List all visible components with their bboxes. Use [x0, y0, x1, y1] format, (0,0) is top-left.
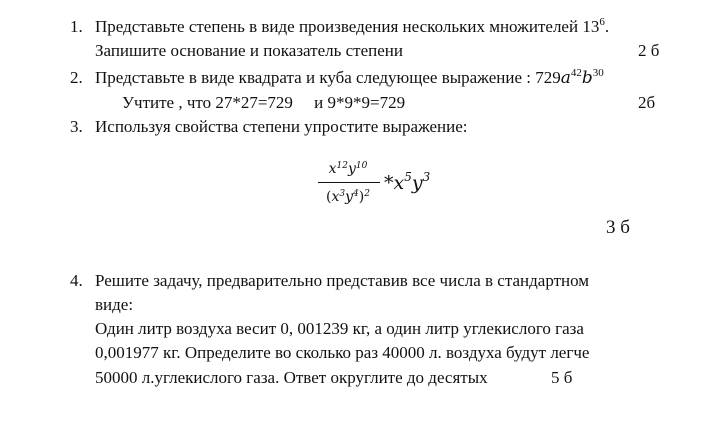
q2-number: 2.: [70, 68, 83, 87]
q2-line1-text: Представьте в виде квадрата и куба следующее выражение : 729: [95, 68, 561, 87]
fraction-numerator: $x^{12}y^{10}$: [328, 161, 368, 177]
q4-line2: виде:: [95, 295, 134, 314]
q2-exp-a: 42: [570, 67, 582, 79]
q3-points: 3 б: [606, 217, 630, 238]
q3-line1: Используя свойства степени упростите выражение:: [95, 117, 468, 136]
q2-points: 2б: [638, 93, 656, 112]
q3-formula: [316, 158, 456, 218]
q1-line1-text: Представьте степень в виде произведения нескольких множителей 13: [95, 17, 600, 36]
q4-line1: Решите задачу, предварительно представив все числа в стандартном: [95, 271, 590, 290]
q2-hint: Учтите , что 27*27=729 и 9*9*9=729: [122, 93, 406, 112]
q1-points: 2 б: [638, 41, 660, 60]
q2-exp-b: 30: [592, 67, 604, 79]
formula-multiplier: $*x^5y^3$: [384, 170, 431, 194]
q1-line1: [95, 17, 609, 39]
q1-number: 1.: [70, 17, 83, 36]
q2-var-a: a: [560, 68, 571, 88]
q3-number: 3.: [70, 117, 83, 136]
q4-points: 5 б: [551, 368, 573, 387]
q2-var-b: b: [581, 68, 593, 88]
q1-line1-end: .: [604, 17, 610, 36]
q4-line4: 0,001977 кг. Определите во сколько раз 40000 л. воздуха будут легче: [95, 343, 590, 362]
fraction-denominator: $(x^3y^4)^2$: [326, 189, 370, 205]
q2-line1: [95, 68, 604, 90]
q1-line2: Запишите основание и показатель степени: [95, 41, 403, 60]
q4-line3: Один литр воздуха весит 0, 001239 кг, а один литр углекислого газа: [95, 319, 584, 338]
q4-number: 4.: [70, 271, 83, 290]
q4-line5: 50000 л.углекислого газа. Ответ округлите до десятых: [95, 368, 488, 387]
q1-exponent: 6: [599, 16, 605, 28]
fraction-bar: [318, 182, 380, 183]
